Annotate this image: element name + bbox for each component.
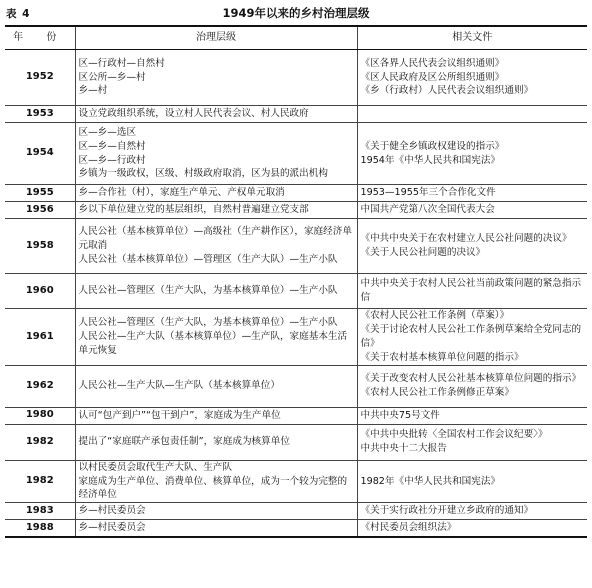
table-row (5, 123, 587, 185)
governance-cell (75, 50, 357, 106)
table-number: 表 4 (6, 8, 31, 20)
governance-cell (75, 106, 357, 123)
table-row (5, 407, 587, 424)
documents-cell (357, 407, 587, 424)
documents-cell-line: 《关于改变农村人民公社基本核算单位问题的指示》 (360, 373, 582, 385)
governance-cell-line: 人民公社—生产大队（基本核算单位）—生产队，家庭基本生活单元恢复 (78, 330, 348, 356)
documents-cell-line: 《关于农村基本核算单位问题的指示》 (360, 351, 524, 363)
governance-cell-line: 人民公社—管理区（生产大队，为基本核算单位）—生产小队 (78, 285, 338, 297)
table-row (5, 219, 587, 274)
documents-cell-line: 中共中央关于农村人民公社当前政策问题的紧急指示信 (360, 278, 582, 303)
governance-cell-line: 区—乡—选区 (78, 126, 137, 138)
year-cell: 1982 (5, 460, 75, 503)
documents-cell (357, 520, 587, 537)
documents-cell (357, 274, 587, 309)
governance-cell-line: 提出了“家庭联产承包责任制”，家庭成为核算单位 (78, 436, 290, 448)
documents-cell-line: 《中共中央关于在农村建立人民公社问题的决议》 (360, 233, 572, 245)
governance-cell (75, 123, 357, 185)
table-row (5, 185, 587, 202)
documents-cell-line: 《村民委员会组织法》 (360, 522, 457, 534)
documents-cell-line: 《乡（行政村）人民代表会议组织通则》 (360, 85, 534, 97)
documents-cell-line: 《中共中央批转〈全国农村工作会议纪要〉》 (360, 429, 548, 441)
governance-cell (75, 309, 357, 366)
year-cell: 1961 (5, 309, 75, 366)
documents-cell-line: 1953—1955年三个合作化文件 (360, 187, 496, 199)
governance-cell-line: 区公所—乡—村 (78, 71, 146, 83)
year-cell: 1955 (5, 185, 75, 202)
documents-cell-line: 1954年《中华人民共和国宪法》 (360, 154, 501, 166)
governance-cell-line: 人民公社（基本核算单位）—管理区（生产大队）—生产小队 (78, 253, 338, 265)
year-cell: 1960 (5, 274, 75, 309)
documents-cell-line: 1982年《中华人民共和国宪法》 (360, 475, 501, 487)
table-caption (6, 4, 586, 24)
documents-cell-line: 《关于健全乡镇政权建设的指示》 (360, 140, 505, 152)
table-row (5, 520, 587, 537)
table-row (5, 365, 587, 407)
year-cell: 1962 (5, 365, 75, 407)
table-row (5, 460, 587, 503)
year-cell: 1983 (5, 503, 75, 520)
documents-cell-line: 《关于讨论农村人民公社工作条例草案给全党同志的信》 (360, 323, 582, 349)
governance-cell (75, 520, 357, 537)
documents-cell-line: 中共中央75号文件 (360, 409, 440, 421)
governance-cell-line: 以村民委员会取代生产大队、生产队 (78, 461, 232, 473)
documents-cell (357, 185, 587, 202)
table-title: 1949年以来的乡村治理层级 (222, 6, 370, 20)
table-row (5, 309, 587, 366)
governance-cell-line: 家庭成为生产单位、消费单位、核算单位，成为一个较为完整的经济单位 (78, 475, 348, 501)
governance-cell-line: 乡—村民委员会 (78, 522, 146, 534)
governance-cell-line: 区—行政村—自然村 (78, 57, 165, 69)
governance-cell-line: 乡以下单位建立党的基层组织，自然村普遍建立党支部 (78, 204, 309, 216)
header-documents: 相关文件 (357, 26, 587, 50)
table-row (5, 274, 587, 309)
table-row (5, 424, 587, 460)
documents-cell-line: 《农村人民公社工作条例（草案）》 (360, 310, 510, 321)
year-cell: 1953 (5, 106, 75, 123)
documents-cell (357, 424, 587, 460)
governance-cell (75, 424, 357, 460)
table-row (5, 503, 587, 520)
documents-cell-line: 《关于实行政社分开建立乡政府的通知》 (360, 505, 534, 517)
governance-cell-line: 人民公社—生产大队—生产队（基本核算单位） (78, 380, 280, 392)
header-year: 年 份 (5, 26, 75, 50)
documents-cell-line: 中国共产党第八次全国代表大会 (360, 204, 495, 216)
governance-cell (75, 407, 357, 424)
governance-cell-line: 区—乡—行政村 (78, 154, 146, 166)
header-governance: 治理层级 (75, 26, 357, 50)
table-header-row (5, 26, 587, 50)
governance-cell-line: 区—乡—自然村 (78, 140, 146, 152)
documents-cell-line: 《关于人民公社问题的决议》 (360, 247, 486, 258)
year-cell: 1982 (5, 424, 75, 460)
governance-cell-line: 人民公社（基本核算单位）—高级社（生产耕作区），家庭经济单元取消 (78, 226, 352, 252)
governance-cell-line: 乡—村 (78, 85, 108, 97)
governance-cell (75, 460, 357, 503)
table-row (5, 50, 587, 106)
documents-cell (357, 219, 587, 274)
documents-cell-line: 《农村人民公社工作条例修正草案》 (360, 387, 514, 399)
year-cell: 1954 (5, 123, 75, 185)
year-cell: 1952 (5, 50, 75, 106)
documents-cell-line: 《区人民政府及区公所组织通则》 (360, 71, 505, 83)
documents-cell (357, 123, 587, 185)
governance-cell (75, 503, 357, 520)
documents-cell-line: 中共中央十二大报告 (360, 443, 447, 455)
year-cell: 1980 (5, 407, 75, 424)
documents-cell (357, 309, 587, 366)
governance-cell (75, 365, 357, 407)
governance-cell-line: 设立党政组织系统，设立村人民代表会议、村人民政府 (78, 108, 309, 120)
documents-cell (357, 460, 587, 503)
governance-cell-line: 乡—村民委员会 (78, 505, 146, 517)
documents-cell (357, 365, 587, 407)
governance-cell (75, 274, 357, 309)
year-cell: 1958 (5, 219, 75, 274)
documents-cell-line: 《区各界人民代表会议组织通则》 (360, 57, 505, 69)
table-row (5, 106, 587, 123)
governance-cell (75, 185, 357, 202)
governance-cell-line: 乡镇为一级政权，区级、村级政府取消，区为县的派出机构 (78, 168, 328, 180)
governance-cell-line: 认可“包产到户”“包干到户”，家庭成为生产单位 (78, 409, 281, 421)
documents-cell (357, 50, 587, 106)
table-body (5, 50, 587, 537)
governance-cell (75, 219, 357, 274)
governance-cell-line: 人民公社—管理区（生产大队，为基本核算单位）—生产小队 (78, 316, 338, 328)
documents-cell (357, 202, 587, 219)
governance-cell (75, 202, 357, 219)
year-cell: 1988 (5, 520, 75, 537)
documents-cell (357, 503, 587, 520)
governance-cell-line: 乡—合作社（村），家庭生产单元、产权单元取消 (78, 187, 285, 199)
table-row (5, 202, 587, 219)
documents-cell (357, 106, 587, 123)
year-cell: 1956 (5, 202, 75, 219)
governance-table (5, 25, 587, 538)
